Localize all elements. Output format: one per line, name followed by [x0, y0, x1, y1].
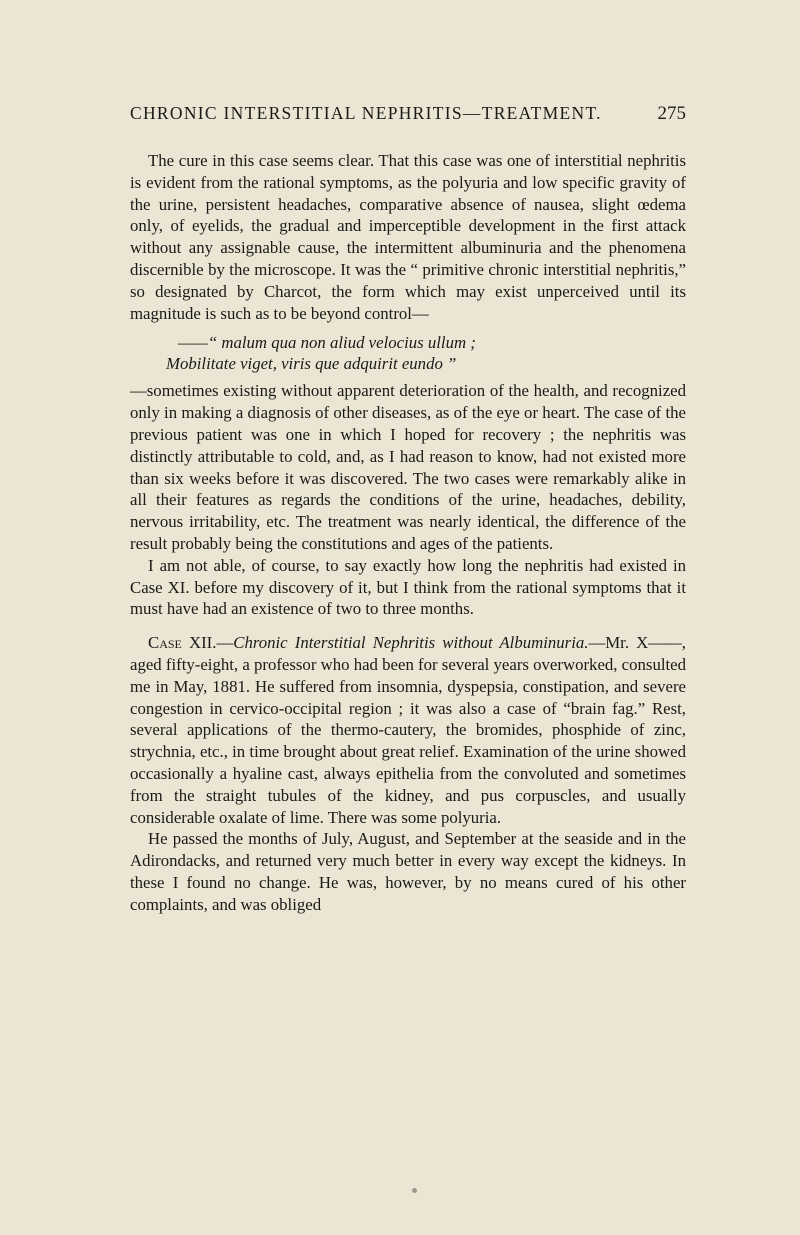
paragraph-5: He passed the months of July, August, and September at the seaside and in the Adirondacks, and returned very much better in every way except the kidneys. In these I found no change. He was, however, by no means cured of his other complaints, and was obliged: [130, 829, 686, 914]
paragraph-3: I am not able, of course, to say exactly how long the nephritis had existed in Case XI. before my discovery of it, but I think from the rational symptoms that it must have had an existence of two to three months.: [130, 555, 686, 619]
paragraph-2: —sometimes existing without apparent deterioration of the health, and recognized only in making a diagnosis of other diseases, as of the eye or heart. The case of the previous patient was one in which I hoped for recovery ; the nephritis was distinctly attributable to cold, and, as I had reason to know, had not existed more than six weeks before it was discovered. The two cases were remarkably alike in all their features as regards the conditions of the urine, headaches, debility, nervous irritability, etc. The treatment was nearly identical, the difference of the result probably being the constitutions and ages of the patients.: [130, 381, 686, 553]
running-head: [130, 103, 686, 133]
quotation-line-1: ——“ malum qua non aliud velocius ullum ;: [178, 333, 476, 353]
case-label: Case XII.: [148, 633, 217, 653]
case-body: —Mr. X——, aged fifty-eight, a professor who had been for several years overworked, consulted me in May, 1881. He suffered from insomnia, dyspepsia, constipation, and severe congestion in cervico-occipital region ; it was also a case of “brain fag.” Rest, several applications of the thermo-cautery, the bromides, phosphide of zinc, strychnia, etc., in time brought about great relief. Examination of the urine showed occasionally a hyaline cast, always epithelia from the convoluted and sometimes from the straight tubules of the kidney, and pus corpuscles, and usually considerable oxalate of lime. There was some polyuria.: [130, 633, 686, 827]
running-title: CHRONIC INTERSTITIAL NEPHRITIS—TREATMENT.: [130, 103, 602, 123]
page-number: 275: [657, 103, 686, 124]
paragraph-1: The cure in this case seems clear. That this case was one of interstitial nephritis is evident from the rational symptoms, as the polyuria and low specific gravity of the urine, persistent headaches, comparative absence of nausea, slight œdema only, of eyelids, the gradual and imperceptible development in the first attack without any assignable cause, the intermittent albuminuria and the phenomena discernible by the microscope. It was the “ primitive chronic interstitial nephritis,” so designated by Charcot, the form which may exist unperceived until its magnitude is such as to be beyond control—: [130, 151, 686, 323]
latin-quotation: [166, 332, 686, 374]
case-xii-paragraph: [130, 632, 686, 828]
ink-speck: [412, 1188, 417, 1193]
case-heading: Chronic Interstitial Nephritis without Albuminuria.: [233, 633, 589, 653]
page-body: [130, 150, 686, 916]
case-dash: —: [216, 633, 234, 653]
quotation-line-2: Mobilitate viget, viris que adquirit eundo ”: [166, 354, 457, 374]
